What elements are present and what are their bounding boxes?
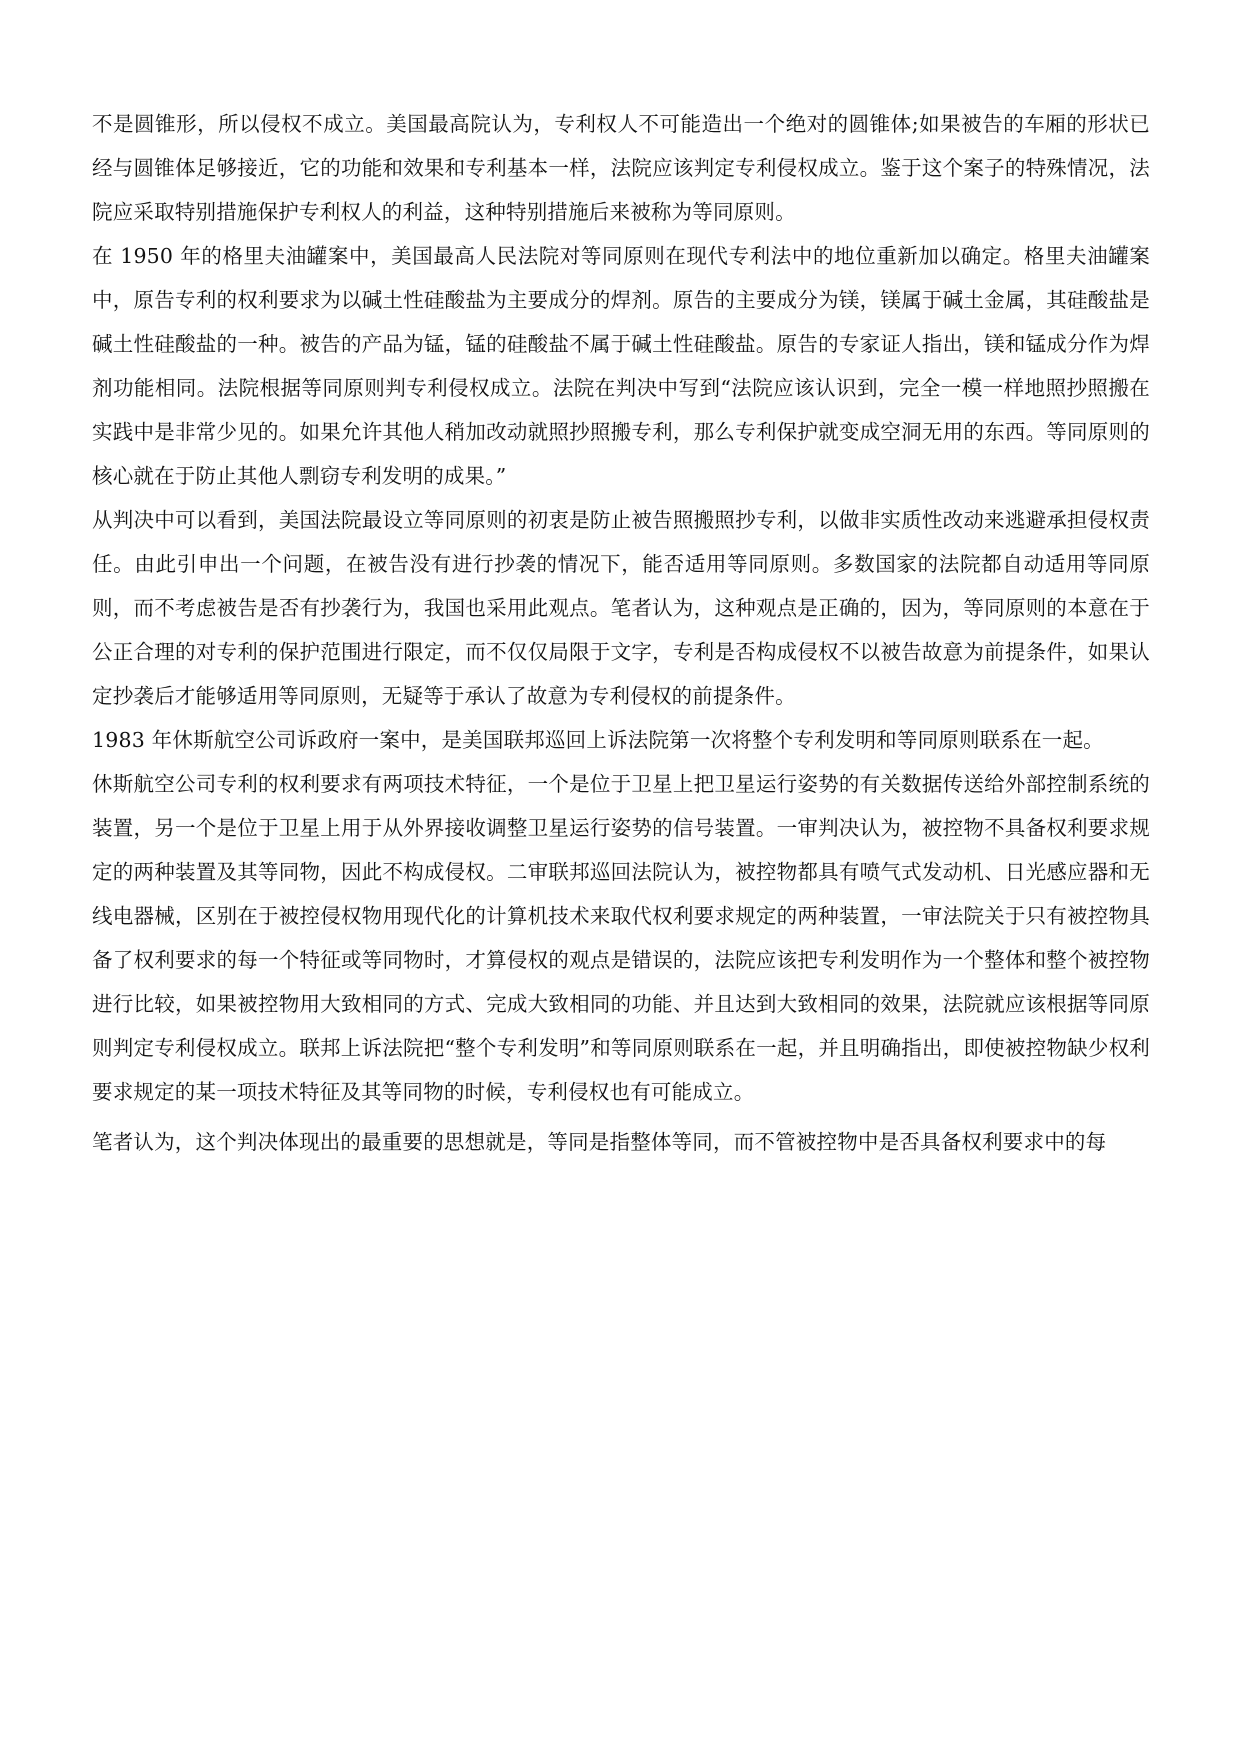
paragraph-4: 1983 年休斯航空公司诉政府一案中，是美国联邦巡回上诉法院第一次将整个专利发明和等同原则联系在一起。: [92, 728, 1104, 752]
paragraph-3: 从判决中可以看到，美国法院最设立等同原则的初衷是防止被告照搬照抄专利，以做非实质性改动来逃避承担侵权责任。由此引申出一个问题，在被告没有进行抄袭的情况下，能否适用等同原则。多数国家的法院都自动适用等同原则，而不考虑被告是否有抄袭行为，我国也采用此观点。笔者认为，这种观点是正确的，因为，等同原则的本意在于公正合理的对专利的保护范围进行限定，而不仅仅局限于文字，专利是否构成侵权不以被告故意为前提条件，如果认定抄袭后才能够适用等同原则，无疑等于承认了故意为专利侵权的前提条件。: [92, 508, 1150, 708]
paragraph-6: 笔者认为，这个判决体现出的最重要的思想就是，等同是指整体等同，而不管被控物中是否具备权利要求中的每: [92, 1130, 1107, 1154]
document-body: [92, 102, 1150, 1164]
paragraph-2: 在 1950 年的格里夫油罐案中，美国最高人民法院对等同原则在现代专利法中的地位重新加以确定。格里夫油罐案中，原告专利的权利要求为以碱土性硅酸盐为主要成分的焊剂。原告的主要成分为镁，镁属于碱土金属，其硅酸盐是碱土性硅酸盐的一种。被告的产品为锰，锰的硅酸盐不属于碱土性硅酸盐。原告的专家证人指出，镁和锰成分作为焊剂功能相同。法院根据等同原则判专利侵权成立。法院在判决中写到“法院应该认识到，完全一模一样地照抄照搬在实践中是非常少见的。如果允许其他人稍加改动就照抄照搬专利，那么专利保护就变成空洞无用的东西。等同原则的核心就在于防止其他人剽窃专利发明的成果。”: [92, 244, 1150, 488]
paragraph-1: 不是圆锥形，所以侵权不成立。美国最高院认为，专利权人不可能造出一个绝对的圆锥体;如果被告的车厢的形状已经与圆锥体足够接近，它的功能和效果和专利基本一样，法院应该判定专利侵权成立。鉴于这个案子的特殊情况，法院应采取特别措施保护专利权人的利益，这种特别措施后来被称为等同原则。: [92, 112, 1150, 224]
paragraph-5: 休斯航空公司专利的权利要求有两项技术特征，一个是位于卫星上把卫星运行姿势的有关数据传送给外部控制系统的装置，另一个是位于卫星上用于从外界接收调整卫星运行姿势的信号装置。一审判决认为，被控物不具备权利要求规定的两种装置及其等同物，因此不构成侵权。二审联邦巡回法院认为，被控物都具有喷气式发动机、日光感应器和无线电器械，区别在于被控侵权物用现代化的计算机技术来取代权利要求规定的两种装置，一审法院关于只有被控物具备了权利要求的每一个特征或等同物时，才算侵权的观点是错误的，法院应该把专利发明作为一个整体和整个被控物进行比较，如果被控物用大致相同的方式、完成大致相同的功能、并且达到大致相同的效果，法院就应该根据等同原则判定专利侵权成立。联邦上诉法院把“整个专利发明”和等同原则联系在一起，并且明确指出，即使被控物缺少权利要求规定的某一项技术特征及其等同物的时候，专利侵权也有可能成立。: [92, 772, 1150, 1104]
